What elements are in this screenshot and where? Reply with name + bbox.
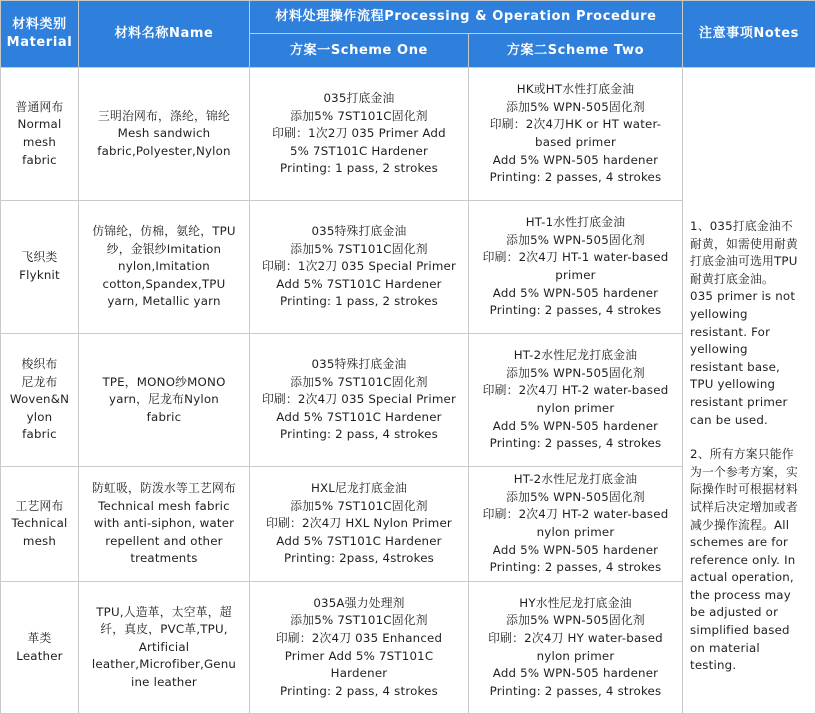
text-line: HT-2水性尼龙打底金油: [473, 347, 678, 365]
cell-category: [1, 334, 79, 467]
header-scheme-two: 方案二Scheme Two: [469, 34, 683, 68]
note-2: [690, 446, 811, 675]
text-line: resistant. For: [690, 324, 811, 342]
text-line: 革类: [5, 630, 74, 648]
text-line: Printing: 2 pass, 4 strokes: [254, 683, 464, 701]
cell-scheme-one: [250, 582, 469, 714]
text-line: 添加5% WPN-505固化剂: [473, 99, 678, 117]
text-line: 添加5% WPN-505固化剂: [473, 489, 678, 507]
text-line: 梭织布: [5, 356, 74, 374]
cell-scheme-two: [469, 582, 683, 714]
text-line: Technical mesh fabric: [83, 498, 245, 516]
text-line: Printing: 2 passes, 4 strokes: [473, 169, 678, 187]
text-line: HT-1水性打底金油: [473, 214, 678, 232]
text-line: 印刷：2次4刀 035 Special Primer: [254, 391, 464, 409]
text-line: mesh: [5, 134, 74, 152]
text-line: 为一个参考方案，实: [690, 464, 811, 482]
text-line: Mesh sandwich: [83, 125, 245, 143]
text-line: 印刷：1次2刀 035 Primer Add: [254, 125, 464, 143]
table-body: [1, 68, 815, 714]
text-line: HY水性尼龙打底金油: [473, 595, 678, 613]
text-line: ine leather: [83, 674, 245, 692]
text-line: Printing: 2 pass, 4 strokes: [254, 426, 464, 444]
text-line: yellowing: [690, 341, 811, 359]
text-line: Add 5% 7ST101C Hardener: [254, 276, 464, 294]
text-line: 仿锦纶，仿棉，氨纶，TPU: [83, 223, 245, 241]
text-line: 飞织类: [5, 249, 74, 267]
cell-scheme-one: [250, 334, 469, 467]
text-line: 印刷：2次4刀 HY water-based: [473, 630, 678, 648]
text-line: 035A强力处理剂: [254, 595, 464, 613]
text-line: Printing: 2pass, 4strokes: [254, 550, 464, 568]
text-line: 添加5% 7ST101C固化剂: [254, 108, 464, 126]
text-line: Add 5% WPN-505 hardener: [473, 152, 678, 170]
cell-scheme-two: [469, 201, 683, 334]
text-line: Artificial: [83, 639, 245, 657]
text-line: 耐黄，如需使用耐黄: [690, 236, 811, 254]
text-line: 耐黄打底金油。: [690, 271, 811, 289]
text-line: Normal: [5, 116, 74, 134]
text-line: Printing: 2 passes, 4 strokes: [473, 435, 678, 453]
text-line: Printing: 2 passes, 4 strokes: [473, 683, 678, 701]
text-line: Woven&N: [5, 391, 74, 409]
text-line: 添加5% WPN-505固化剂: [473, 232, 678, 250]
text-line: testing.: [690, 657, 811, 675]
text-line: 纤，真皮，PVC革,TPU,: [83, 621, 245, 639]
text-line: nylon primer: [473, 648, 678, 666]
text-line: 添加5% WPN-505固化剂: [473, 612, 678, 630]
cell-scheme-one: [250, 68, 469, 201]
notes-cell: [683, 68, 815, 714]
text-line: treatments: [83, 550, 245, 568]
text-line: yellowing: [690, 306, 811, 324]
text-line: 添加5% 7ST101C固化剂: [254, 374, 464, 392]
text-line: nylon primer: [473, 524, 678, 542]
text-line: 035特殊打底金油: [254, 356, 464, 374]
text-line: with anti-siphon, water: [83, 515, 245, 533]
text-line: based primer: [473, 134, 678, 152]
text-line: Printing: 1 pass, 2 strokes: [254, 293, 464, 311]
text-line: Printing: 1 pass, 2 strokes: [254, 160, 464, 178]
text-line: Add 5% WPN-505 hardener: [473, 665, 678, 683]
text-line: HXL尼龙打底金油: [254, 480, 464, 498]
text-line: Flyknit: [5, 267, 74, 285]
cell-category: [1, 201, 79, 334]
text-line: 添加5% 7ST101C固化剂: [254, 241, 464, 259]
text-line: schemes are for: [690, 534, 811, 552]
cell-scheme-two: [469, 68, 683, 201]
text-line: 035特殊打底金油: [254, 223, 464, 241]
text-line: HT-2水性尼龙打底金油: [473, 471, 678, 489]
cell-category: [1, 467, 79, 582]
cell-name: [79, 334, 250, 467]
note-1: [690, 218, 811, 429]
text-line: leather,Microfiber,Genu: [83, 656, 245, 674]
text-line: fabric: [83, 409, 245, 427]
text-line: 三明治网布，涤纶，锦纶: [83, 108, 245, 126]
text-line: the process may: [690, 587, 811, 605]
text-line: reference only. In: [690, 552, 811, 570]
text-line: 普通网布: [5, 99, 74, 117]
text-line: fabric,Polyester,Nylon: [83, 143, 245, 161]
text-line: resistant base,: [690, 359, 811, 377]
text-line: 添加5% WPN-505固化剂: [473, 365, 678, 383]
cell-name: [79, 68, 250, 201]
text-line: primer: [473, 267, 678, 285]
text-line: Add 5% WPN-505 hardener: [473, 418, 678, 436]
text-line: yarn, Metallic yarn: [83, 293, 245, 311]
text-line: fabric: [5, 152, 74, 170]
text-line: 添加5% 7ST101C固化剂: [254, 612, 464, 630]
cell-scheme-one: [250, 201, 469, 334]
cell-scheme-one: [250, 467, 469, 582]
text-line: 印刷：2次4刀 035 Enhanced: [254, 630, 464, 648]
text-line: Add 5% WPN-505 hardener: [473, 542, 678, 560]
text-line: TPU,人造革，太空革，超: [83, 604, 245, 622]
text-line: 印刷：2次4刀 HXL Nylon Primer: [254, 515, 464, 533]
text-line: mesh: [5, 533, 74, 551]
text-line: can be used.: [690, 412, 811, 430]
text-line: 035 primer is not: [690, 288, 811, 306]
text-line: Add 5% 7ST101C Hardener: [254, 409, 464, 427]
text-line: nylon primer: [473, 400, 678, 418]
text-line: 纱，金银纱Imitation: [83, 241, 245, 259]
cell-name: [79, 467, 250, 582]
text-line: 印刷：2次4刀 HT-1 water-based: [473, 249, 678, 267]
text-line: 试样后决定增加或者: [690, 499, 811, 517]
text-line: 2、所有方案只能作: [690, 446, 811, 464]
text-line: Leather: [5, 648, 74, 666]
text-line: cotton,Spandex,TPU: [83, 276, 245, 294]
text-line: yarn，尼龙布Nylon: [83, 391, 245, 409]
header-name: 材料名称Name: [79, 1, 250, 68]
text-line: HK或HT水性打底金油: [473, 81, 678, 99]
text-line: TPU yellowing: [690, 376, 811, 394]
header-procedure: 材料处理操作流程Processing & Operation Procedure: [250, 1, 683, 34]
text-line: Technical: [5, 515, 74, 533]
text-line: actual operation,: [690, 569, 811, 587]
cell-name: [79, 582, 250, 714]
text-line: Add 5% 7ST101C Hardener: [254, 533, 464, 551]
text-line: resistant primer: [690, 394, 811, 412]
header-category: 材料类别Material: [1, 1, 79, 68]
text-line: 印刷：2次4刀 HT-2 water-based: [473, 382, 678, 400]
text-line: 035打底金油: [254, 90, 464, 108]
text-line: 印刷：2次4刀HK or HT water-: [473, 116, 678, 134]
text-line: on material: [690, 640, 811, 658]
text-line: Add 5% WPN-505 hardener: [473, 285, 678, 303]
text-line: 际操作时可根据材料: [690, 481, 811, 499]
text-line: 印刷：1次2刀 035 Special Primer: [254, 258, 464, 276]
text-line: nylon,Imitation: [83, 258, 245, 276]
cell-scheme-two: [469, 334, 683, 467]
cell-category: [1, 68, 79, 201]
text-line: 尼龙布: [5, 374, 74, 392]
text-line: ylon: [5, 409, 74, 427]
text-line: 减少操作流程。All: [690, 517, 811, 535]
text-line: 5% 7ST101C Hardener: [254, 143, 464, 161]
text-line: 打底金油可选用TPU: [690, 253, 811, 271]
text-line: simplified based: [690, 622, 811, 640]
text-line: 印刷：2次4刀 HT-2 water-based: [473, 506, 678, 524]
cell-name: [79, 201, 250, 334]
table-row: [1, 68, 815, 201]
header-scheme-one: 方案一Scheme One: [250, 34, 469, 68]
header-notes: 注意事项Notes: [683, 1, 815, 68]
text-line: TPE，MONO纱MONO: [83, 374, 245, 392]
cell-scheme-two: [469, 467, 683, 582]
text-line: repellent and other: [83, 533, 245, 551]
text-line: 添加5% 7ST101C固化剂: [254, 498, 464, 516]
text-line: 防虹吸，防泼水等工艺网布: [83, 480, 245, 498]
text-line: be adjusted or: [690, 604, 811, 622]
text-line: Printing: 2 passes, 4 strokes: [473, 559, 678, 577]
text-line: Primer Add 5% 7ST101C: [254, 648, 464, 666]
text-line: 1、035打底金油不: [690, 218, 811, 236]
text-line: 工艺网布: [5, 498, 74, 516]
cell-category: [1, 582, 79, 714]
text-line: Printing: 2 passes, 4 strokes: [473, 302, 678, 320]
text-line: Hardener: [254, 665, 464, 683]
text-line: fabric: [5, 426, 74, 444]
